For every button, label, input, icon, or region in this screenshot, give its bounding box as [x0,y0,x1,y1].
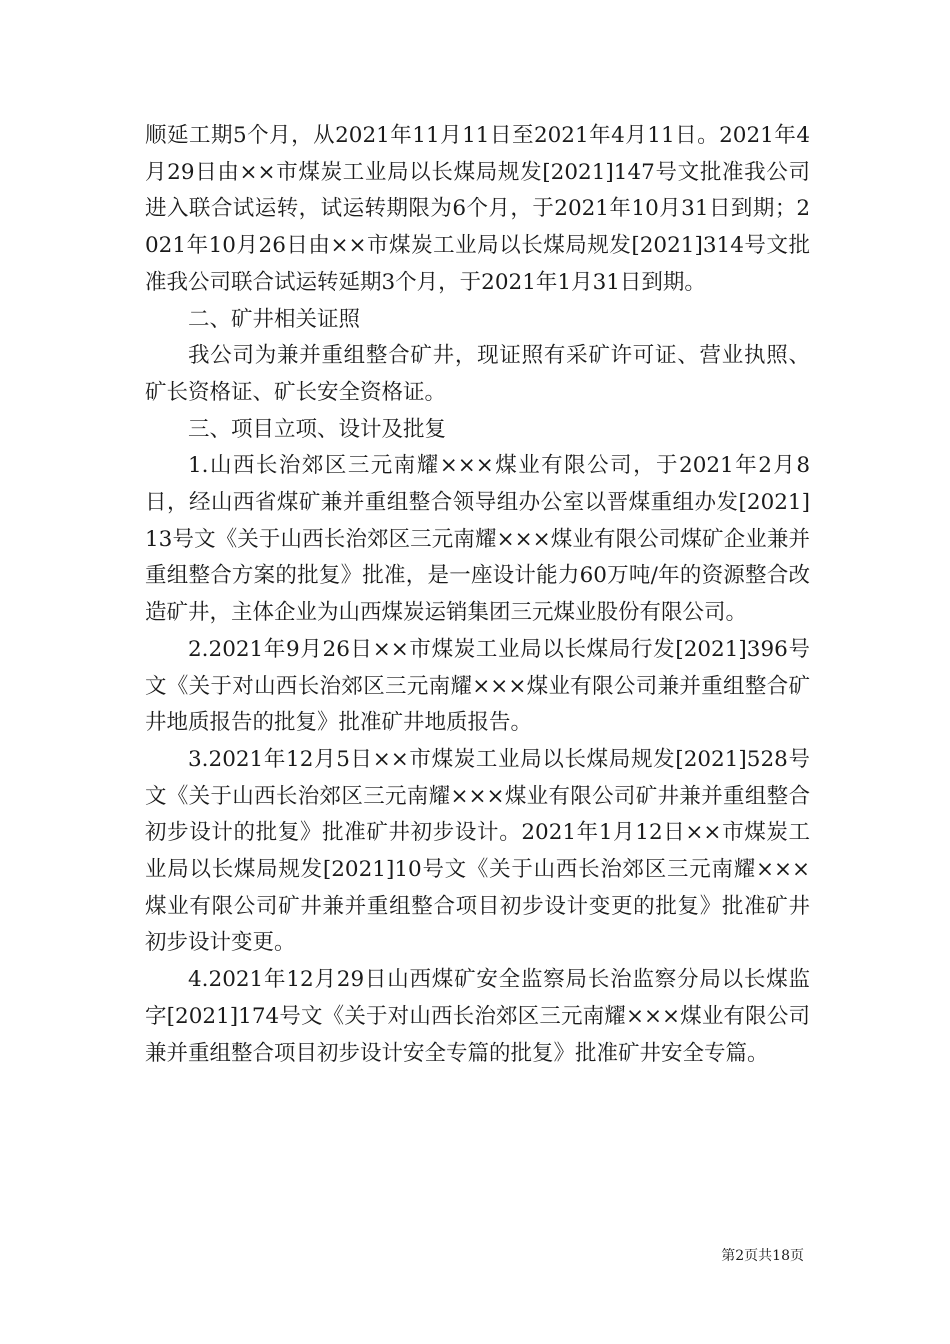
section-heading-approvals: 三、项目立项、设计及批复 [188,416,447,442]
section-heading-licenses: 二、矿井相关证照 [188,306,361,332]
page-number: 第2页共18页 [721,1248,804,1264]
paragraph-item-2: 2.2021年9月26日××市煤炭工业局以长煤局行发[2021]396号文《关于对山西长治郊区三元南耀×××煤业有限公司兼并重组整合矿井地质报告的批复》批准矿井地质报告。 [145,636,810,736]
paragraph-item-1: 1.山西长治郊区三元南耀×××煤业有限公司，于2021年2月8日，经山西省煤矿兼并重组整合领导组办公室以晋煤重组办发[2021]13号文《关于山西长治郊区三元南耀×××煤业有限公司煤矿企业兼并重组整合方案的批复》批准，是一座设计能力60万吨/年的资源整合改造矿井，主体企业为山西煤炭运销集团三元煤业股份有限公司。 [145,453,810,626]
document-body [145,118,810,1072]
paragraph-item-4: 4.2021年12月29日山西煤矿安全监察局长治监察分局以长煤监字[2021]174号文《关于对山西长治郊区三元南耀×××煤业有限公司兼并重组整合项目初步设计安全专篇的批复》批准矿井安全专篇。 [145,967,810,1066]
paragraph-licenses: 我公司为兼并重组整合矿井，现证照有采矿许可证、营业执照、矿长资格证、矿长安全资格证。 [145,343,810,405]
paragraph-continuation: 顺延工期5个月，从2021年11月11日至2021年4月11日。2021年4月29日由××市煤炭工业局以长煤局规发[2021]147号文批准我公司进入联合试运转，试运转期限为6个月，于2021年10月31日到期；2021年10月26日由××市煤炭工业局以长煤局规发[2021]314号文批准我公司联合试运转延期3个月，于2021年1月31日到期。 [145,123,810,295]
paragraph-item-3: 3.2021年12月5日××市煤炭工业局以长煤局规发[2021]528号文《关于山西长治郊区三元南耀×××煤业有限公司矿井兼并重组整合初步设计的批复》批准矿井初步设计。2021年1月12日××市煤炭工业局以长煤局规发[2021]10号文《关于山西长治郊区三元南耀×××煤业有限公司矿井兼并重组整合项目初步设计变更的批复》批准矿井初步设计变更。 [145,746,810,956]
